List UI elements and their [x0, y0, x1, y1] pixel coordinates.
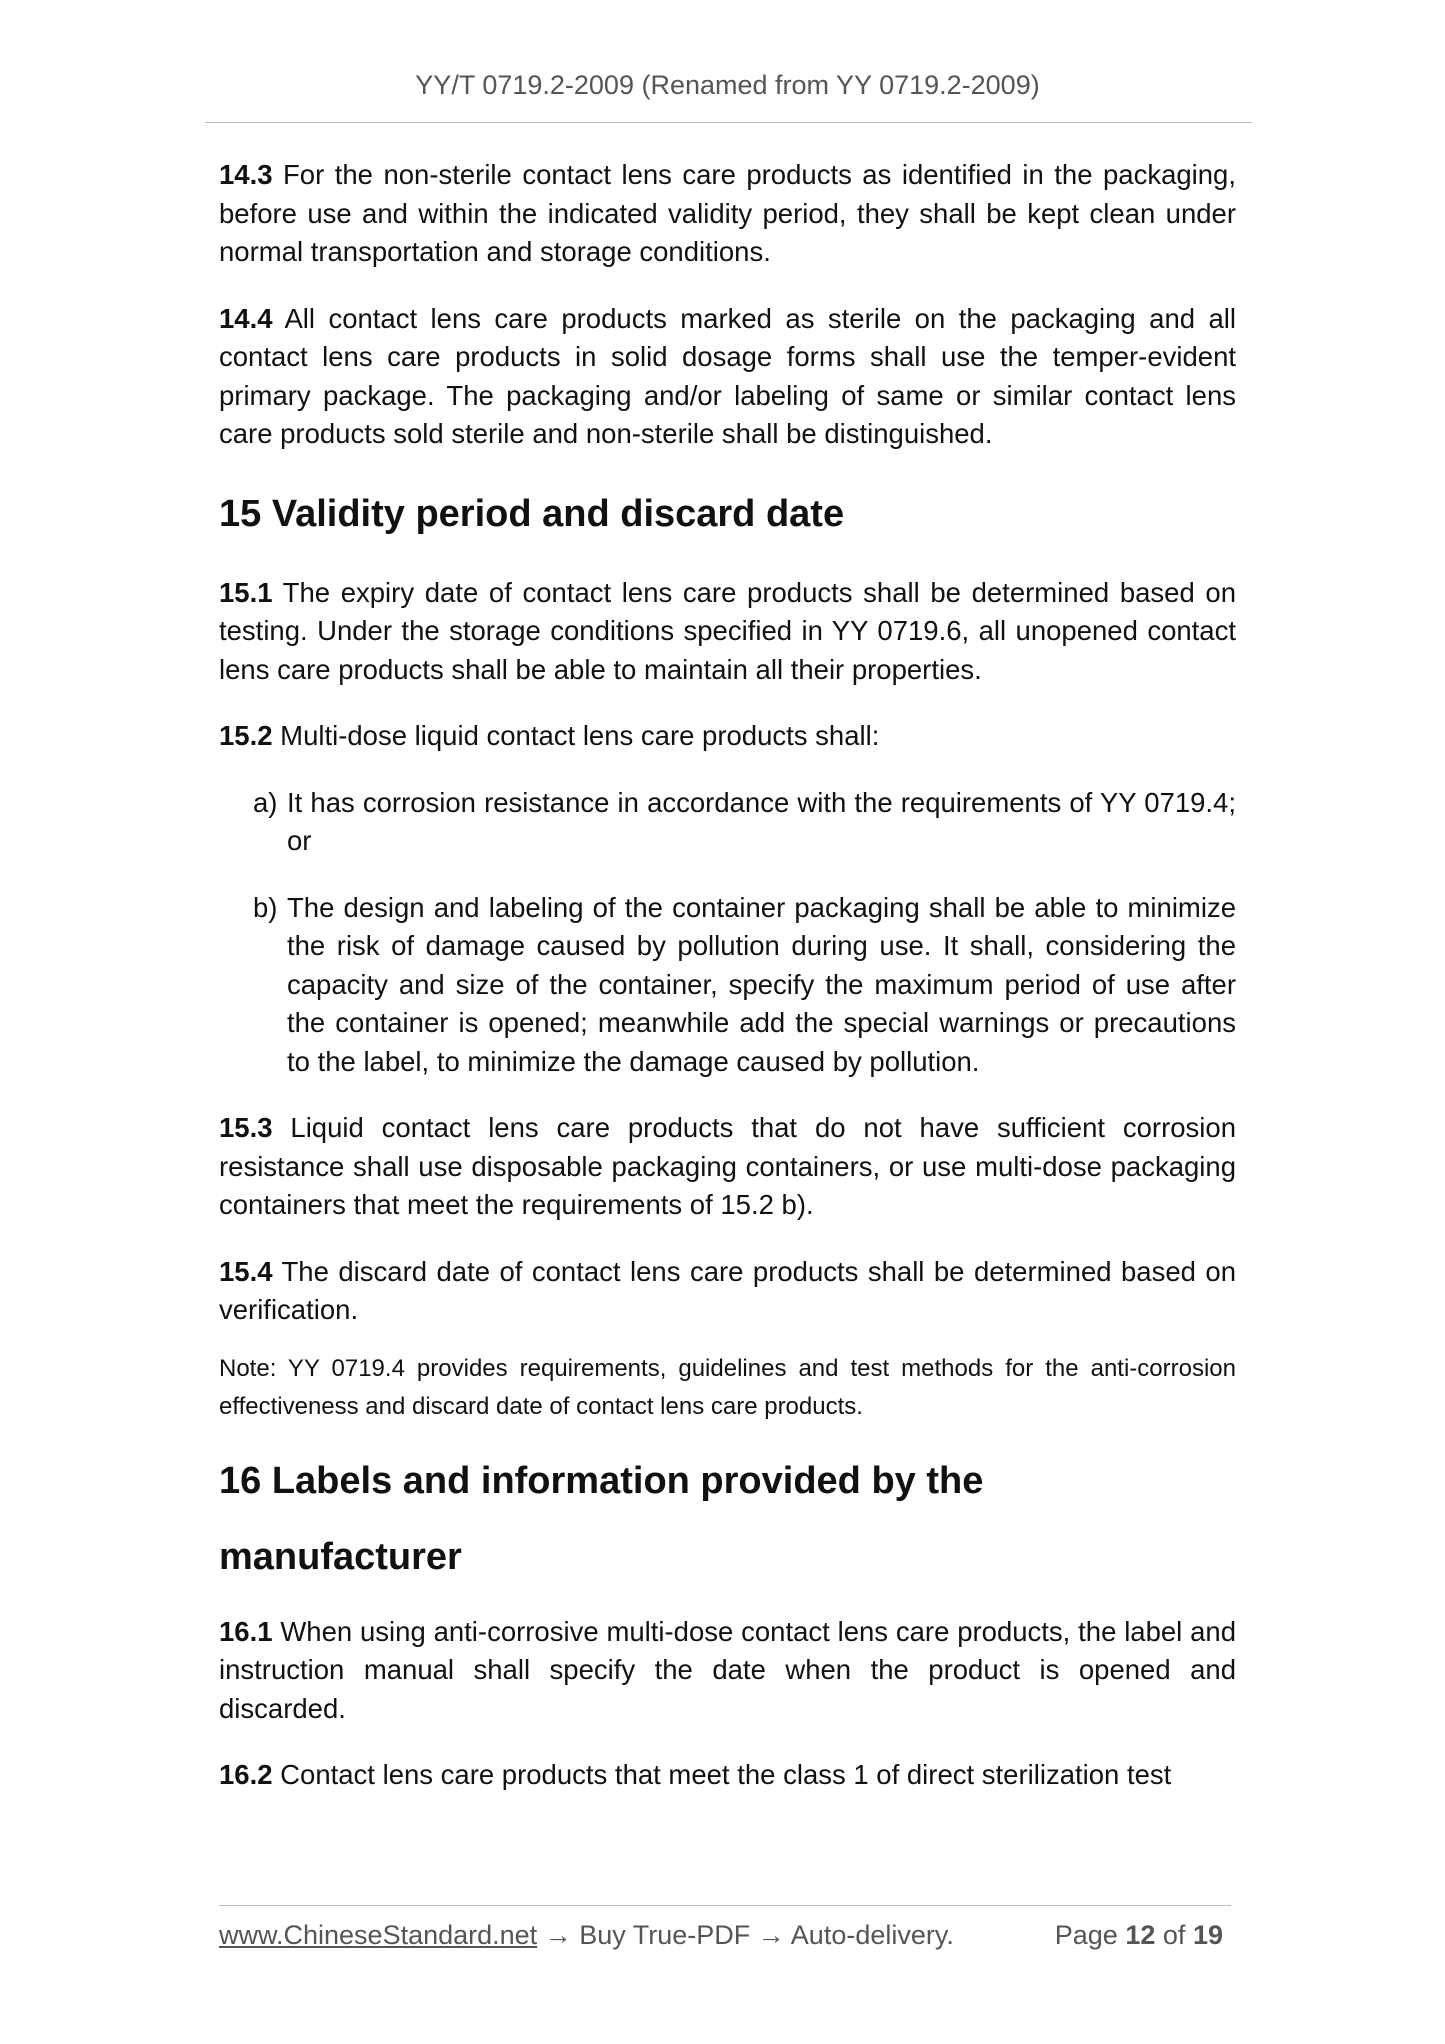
clause-text: When using anti-corrosive multi-dose contact lens care products, the label and instruction manual shall specify the date when the product is opened and discarded.	[219, 1615, 1236, 1724]
clause-14-3	[219, 156, 1236, 272]
footer-divider	[219, 1905, 1231, 1906]
page-label: Page	[1054, 1920, 1118, 1950]
page-indicator	[1055, 1920, 1223, 1951]
list-label: a)	[253, 786, 278, 818]
arrow-right-icon: →	[544, 1920, 572, 1950]
section-heading-15: 15 Validity period and discard date	[219, 492, 845, 535]
section-heading-16	[219, 1443, 1236, 1595]
clause-16-2	[219, 1756, 1236, 1795]
page-total: 19	[1192, 1920, 1223, 1950]
clause-number: 15.4	[219, 1255, 273, 1287]
list-label: b)	[253, 891, 278, 923]
clause-text: Multi-dose liquid contact lens care products shall:	[272, 720, 880, 751]
clause-15-1	[219, 574, 1236, 690]
clause-text: The expiry date of contact lens care products shall be determined based on testing. Under the storage conditions specified in YY 0719.6, all unopened contact lens care products shall be able to maintain all their properties.	[219, 576, 1236, 685]
clause-number: 15.1	[219, 576, 273, 608]
clause-text: For the non-sterile contact lens care products as identified in the packaging, before use and within the indicated validity period, they shall be kept clean under normal transportation and storage conditions.	[219, 159, 1236, 267]
website-link[interactable]: www.ChineseStandard.net	[219, 1920, 538, 1950]
clause-number: 14.3	[219, 159, 273, 190]
heading-line-2: manufacturer	[219, 1535, 462, 1578]
heading-line-1: 16 Labels and information provided by the	[219, 1459, 984, 1502]
arrow-right-icon: →	[757, 1920, 785, 1950]
note-block	[219, 1350, 1236, 1427]
clause-15-2	[219, 717, 1236, 756]
list-item-b	[253, 889, 1236, 1082]
document-body	[219, 156, 1236, 1823]
delivery-text: Auto-delivery.	[790, 1920, 954, 1950]
clause-text: All contact lens care products marked as sterile on the packaging and all contact lens care products in solid dosage forms shall use the temper-evident primary package. The packaging and/or labeling of same or similar contact lens care products sold sterile and non-sterile shall be distinguished.	[219, 302, 1236, 449]
clause-text: The discard date of contact lens care products shall be determined based on verification.	[219, 1255, 1236, 1325]
clause-number: 15.2	[219, 720, 273, 751]
running-header: YY/T 0719.2-2009 (Renamed from YY 0719.2-2009)	[415, 70, 1040, 100]
page-footer	[219, 1920, 1231, 1951]
page-of: of	[1162, 1920, 1186, 1950]
list-item-a	[253, 784, 1236, 861]
note-text: Note: YY 0719.4 provides requirements, guidelines and test methods for the anti-corrosion effectiveness and discard date of contact lens care products.	[219, 1354, 1236, 1420]
clause-number: 15.3	[219, 1112, 273, 1143]
clause-number: 16.1	[219, 1615, 273, 1647]
list-text: The design and labeling of the container packaging shall be able to minimize the risk of damage caused by pollution during use. It shall, considering the capacity and size of the container, specify the maximum period of use after the container is opened; meanwhile add the special warnings or precautions to the label, to minimize the damage caused by pollution.	[287, 891, 1236, 1077]
buy-text: Buy True-PDF	[579, 1920, 751, 1950]
clause-14-4	[219, 300, 1236, 454]
page-current: 12	[1125, 1920, 1156, 1950]
clause-15-4	[219, 1253, 1236, 1330]
header-divider	[205, 122, 1252, 123]
clause-15-3	[219, 1109, 1236, 1225]
clause-text: Liquid contact lens care products that do not have sufficient corrosion resistance shall use disposable packaging containers, or use multi-dose packaging containers that meet the requirements of 15.2 b).	[219, 1112, 1236, 1220]
clause-text: Contact lens care products that meet the class 1 of direct sterilization test	[272, 1759, 1172, 1790]
clause-number: 14.4	[219, 302, 273, 334]
clause-number: 16.2	[219, 1759, 273, 1790]
list-text: It has corrosion resistance in accordance with the requirements of YY 0719.4; or	[287, 786, 1236, 856]
clause-16-1	[219, 1613, 1236, 1729]
